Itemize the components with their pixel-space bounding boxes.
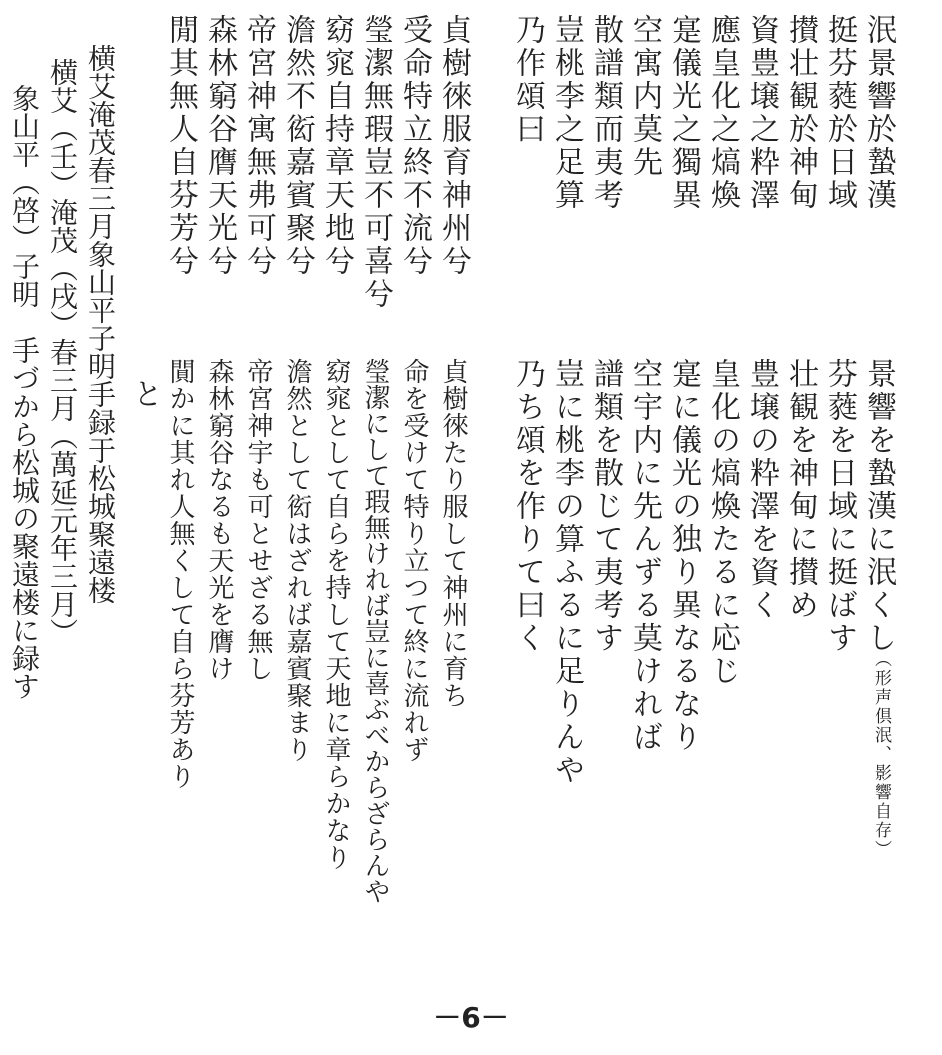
yomi-line: 空宇内に先んずる莫ければ <box>627 358 662 754</box>
yomi-line: 帝宮神宇も可とせざる無し <box>243 358 273 682</box>
kanbun-line: 泯景響於蟄漢 <box>861 14 896 212</box>
kanbun-line: 豈桃李之足算 <box>549 14 584 212</box>
yomi-line: 瑩潔にして瑕無ければ豈に喜ぶべからざらんや <box>360 358 390 904</box>
yomi-line: 窈窕として自らを持して天地に章らかなり <box>321 358 351 871</box>
yomi-line: 豊壌の粋澤を資く <box>744 358 779 622</box>
yomi-line: 豈に桃李の算ふるに足りんや <box>549 358 584 787</box>
yomi-line: 澹然として衒はざれば嘉賓聚まり <box>282 358 312 763</box>
kanbun-line: 乃作頌曰 <box>510 14 545 146</box>
kanbun-line: 應皇化之熇煥 <box>705 14 740 212</box>
colophon-line: 横艾（壬）淹茂（戌）春三月（萬延元年三月） <box>46 58 79 646</box>
yomi-line: 命を受けて特り立つて終に流れず <box>399 358 429 763</box>
kanbun-line: 空寓内莫先 <box>627 14 662 179</box>
kanbun-line: 窈窕自持章天地兮 <box>319 14 354 278</box>
yomi-line: 景響を蟄漢に泯くし <box>861 358 896 655</box>
kanbun-line: 帝宮神寓無弗可兮 <box>241 14 276 278</box>
yomi-line: 寔に儀光の独り異なるなり <box>666 358 701 754</box>
yomi-line: 皇化の熇煥たるに応じ <box>705 358 740 688</box>
yomi-line: 森林窮谷なるも天光を膺け <box>204 358 234 682</box>
kanbun-line: 瑩潔無瑕豈不可喜兮 <box>358 14 393 311</box>
yomi-line: 閴かに其れ人無くして自ら芬芳あり <box>165 358 195 790</box>
page-number: －6－ <box>433 1001 509 1034</box>
kanbun-line: 攅壮観於神甸 <box>783 14 818 212</box>
kanbun-line: 散譜類而夷考 <box>588 14 623 212</box>
kanbun-line: 受命特立終不流兮 <box>397 14 432 278</box>
kanbun-line: 資豊壌之粋澤 <box>744 14 779 212</box>
yomi-line: 芬蕤を日域に挺ばす <box>822 358 857 655</box>
kanbun-line: 寔儀光之獨異 <box>666 14 701 212</box>
to-mark: と <box>127 378 162 411</box>
yomi-line: 乃ち頌を作りて曰く <box>510 358 545 655</box>
kanbun-line: 森林窮谷膺天光兮 <box>202 14 237 278</box>
colophon-line: 象山平（啓）子明 手づから松城の聚遠楼に録す <box>8 84 41 700</box>
yomi-line: 譜類を散じて夷考す <box>588 358 623 655</box>
annotation-note: （形声倶泯、影響自存） <box>871 650 891 859</box>
kanbun-line: 挺芬蕤於日域 <box>822 14 857 212</box>
kanbun-line: 貞樹徠服育神州兮 <box>436 14 471 278</box>
kanbun-line: 閒其無人自芬芳兮 <box>163 14 198 278</box>
yomi-line: 貞樹徠たり服して神州に育ち <box>438 358 468 709</box>
kanbun-line: 澹然不衒嘉賓聚兮 <box>280 14 315 278</box>
colophon-line: 横艾淹茂春三月象山平子明手録于松城聚遠楼 <box>84 44 117 604</box>
yomi-line: 壮観を神甸に攅め <box>783 358 818 622</box>
